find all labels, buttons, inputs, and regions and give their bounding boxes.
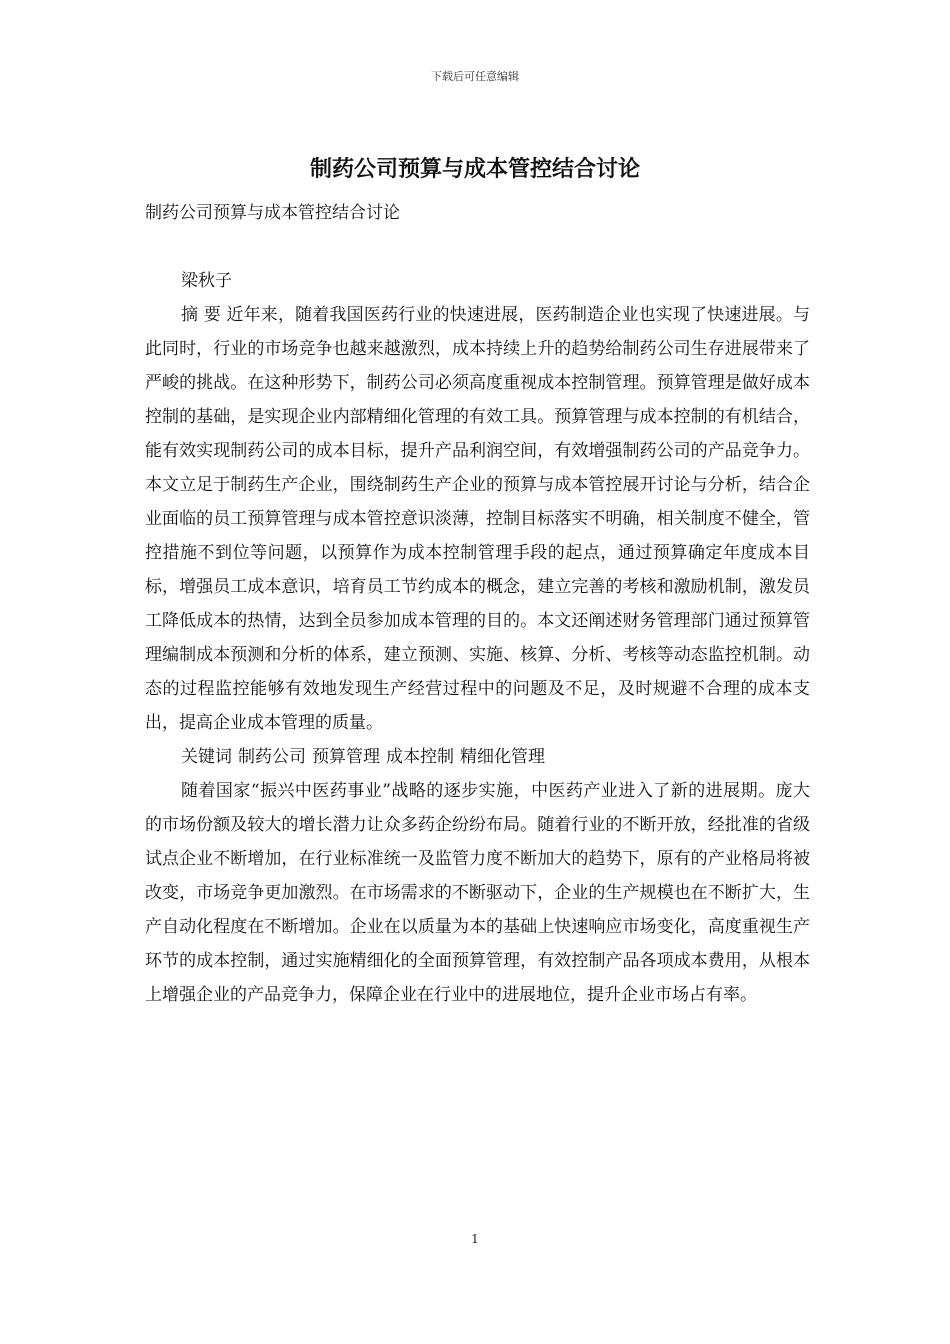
document-body [145, 196, 810, 1012]
page-number: 1 [471, 1232, 479, 1246]
intro-paragraph: 随着国家“振兴中医药事业”战略的逐步实施，中医药产业进入了新的进展期。庞大的市场份额及较大的增长潜力让众多药企纷纷布局。随着行业的不断开放，经批准的省级试点企业不断增加，在行业标准统一及监管力度不断加大的趋势下，原有的产业格局将被改变，市场竞争更加激烈。在市场需求的不断驱动下，企业的生产规模也在不断扩大，生产自动化程度在不断增加。企业在以质量为本的基础上快速响应市场变化，高度重视生产环节的成本控制，通过实施精细化的全面预算管理，有效控制产品各项成本费用，从根本上增强企业的产品竞争力，保障企业在行业中的进展地位，提升企业市场占有率。 [145, 781, 810, 1005]
document-title: 制药公司预算与成本管控结合讨论 [309, 156, 640, 182]
author-name: 梁秋子 [181, 271, 232, 291]
keyword-item: 预算管理 [312, 747, 380, 767]
blank-line [145, 230, 810, 264]
keyword-item: 精细化管理 [460, 747, 545, 767]
keywords-label: 关键词 [181, 747, 232, 767]
keyword-item: 成本控制 [386, 747, 454, 767]
document-subtitle: 制药公司预算与成本管控结合讨论 [145, 203, 400, 223]
keyword-item: 制药公司 [238, 747, 306, 767]
keywords-line [145, 740, 810, 774]
page-header-note: 下载后可任意编辑 [431, 70, 519, 83]
abstract-paragraph: 摘 要 近年来，随着我国医药行业的快速进展，医药制造企业也实现了快速进展。与此同时，行业的市场竞争也越来越激烈，成本持续上升的趋势给制药公司生存进展带来了严峻的挑战。在这种形势下，制药公司必须高度重视成本控制管理。预算管理是做好成本控制的基础，是实现企业内部精细化管理的有效工具。预算管理与成本控制的有机结合，能有效实现制药公司的成本目标，提升产品利润空间，有效增强制药公司的产品竞争力。本文立足于制药生产企业，围绕制药生产企业的预算与成本管控展开讨论与分析，结合企业面临的员工预算管理与成本管控意识淡薄，控制目标落实不明确，相关制度不健全，管控措施不到位等问题，以预算作为成本控制管理手段的起点，通过预算确定年度成本目标，增强员工成本意识，培育员工节约成本的概念，建立完善的考核和激励机制，激发员工降低成本的热情，达到全员参加成本管理的目的。本文还阐述财务管理部门通过预算管理编制成本预测和分析的体系，建立预测、实施、核算、分析、考核等动态监控机制。动态的过程监控能够有效地发现生产经营过程中的问题及不足，及时规避不合理的成本支出，提高企业成本管理的质量。 [145, 305, 810, 733]
